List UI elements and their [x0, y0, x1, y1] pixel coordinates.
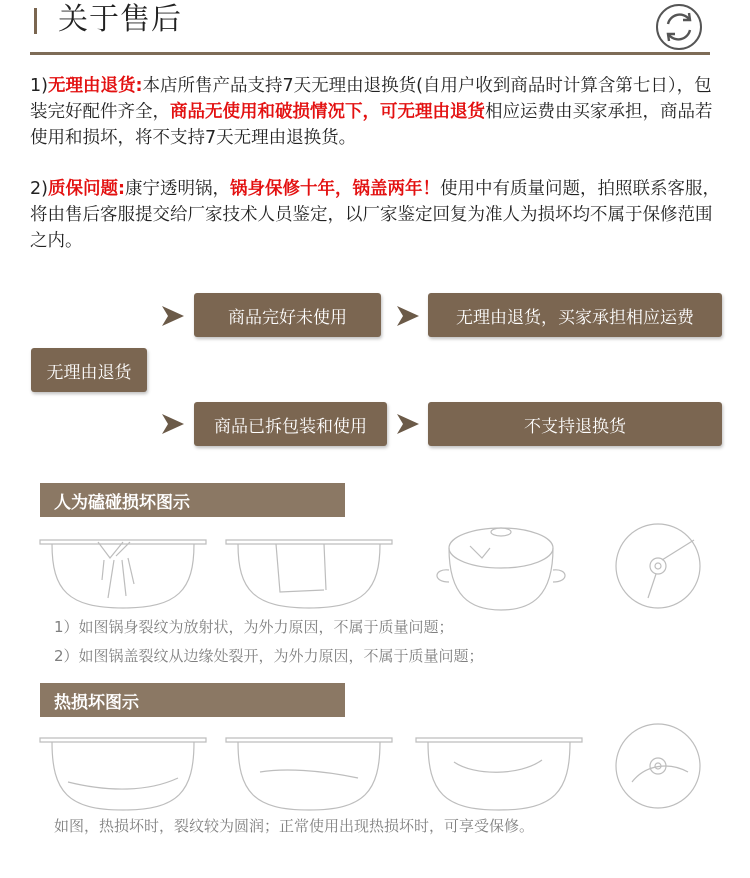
return-policy-text-a: 本店所售产品支持7天无理由退换货(自用户收到商品时计算含第七日），包装完好配件齐全，: [30, 76, 712, 122]
return-policy-highlight: 商品无使用和破损情况下，可无理由退货: [170, 102, 485, 122]
quality-paragraph: [30, 176, 720, 254]
pot-heat-crack-illustration-1: [38, 732, 208, 814]
flow-result-top-box: 无理由退货，买家承担相应运费: [428, 293, 722, 337]
heat-section-title: 热损坏图示: [40, 683, 345, 717]
lid-heat-crack-illustration: [612, 720, 704, 812]
impact-section-title: 人为磕碰损坏图示: [40, 483, 345, 517]
quality-highlight: 锅身保修十年，锅盖两年！: [229, 179, 440, 199]
return-policy-paragraph: [30, 73, 720, 151]
pot-radial-crack-illustration: [38, 530, 208, 612]
pot-with-lid-illustration: [430, 518, 572, 618]
impact-caption-1: 1）如图锅身裂纹为放射状，为外力原因，不属于质量问题；: [54, 618, 454, 636]
title-accent-bar: [34, 8, 37, 34]
flow-root-box: 无理由退货: [31, 348, 147, 392]
return-policy-label: 无理由退货:: [47, 76, 143, 96]
lid-edge-crack-illustration: [612, 520, 704, 612]
flow-branch-top-box: 商品完好未使用: [194, 293, 381, 337]
pot-heat-crack-illustration-3: [414, 732, 584, 814]
page-title: 关于售后: [58, 2, 182, 37]
quality-prefix: 2): [30, 179, 48, 199]
arrow-right-icon: [395, 412, 421, 436]
return-policy-text-b: 相应运费由买家承担，商品若使用和损坏，将不支持7天无理由退换货。: [30, 102, 713, 148]
quality-text-a: 康宁透明锅，: [124, 179, 230, 199]
arrow-right-icon: [160, 412, 186, 436]
quality-text-b: 使用中有质量问题，拍照联系客服，将由售后客服提交给厂家技术人员鉴定，以厂家鉴定回复为准人为损坏均不属于保修范围之内。: [30, 179, 720, 251]
return-policy-prefix: 1): [30, 76, 48, 96]
impact-caption-2: 2）如图锅盖裂纹从边缘处裂开，为外力原因，不属于质量问题；: [54, 647, 484, 665]
flow-result-bottom-box: 不支持退换货: [428, 402, 722, 446]
pot-heat-crack-illustration-2: [224, 732, 394, 814]
refresh-cycle-icon: [654, 2, 704, 52]
pot-vertical-crack-illustration: [224, 530, 394, 612]
arrow-right-icon: [160, 304, 186, 328]
quality-label: 质保问题:: [47, 179, 125, 199]
header-divider: [30, 52, 710, 55]
heat-caption: 如图，热损坏时，裂纹较为圆润；正常使用出现热损坏时，可享受保修。: [54, 817, 535, 835]
arrow-right-icon: [395, 304, 421, 328]
flow-branch-bottom-box: 商品已拆包装和使用: [194, 402, 387, 446]
